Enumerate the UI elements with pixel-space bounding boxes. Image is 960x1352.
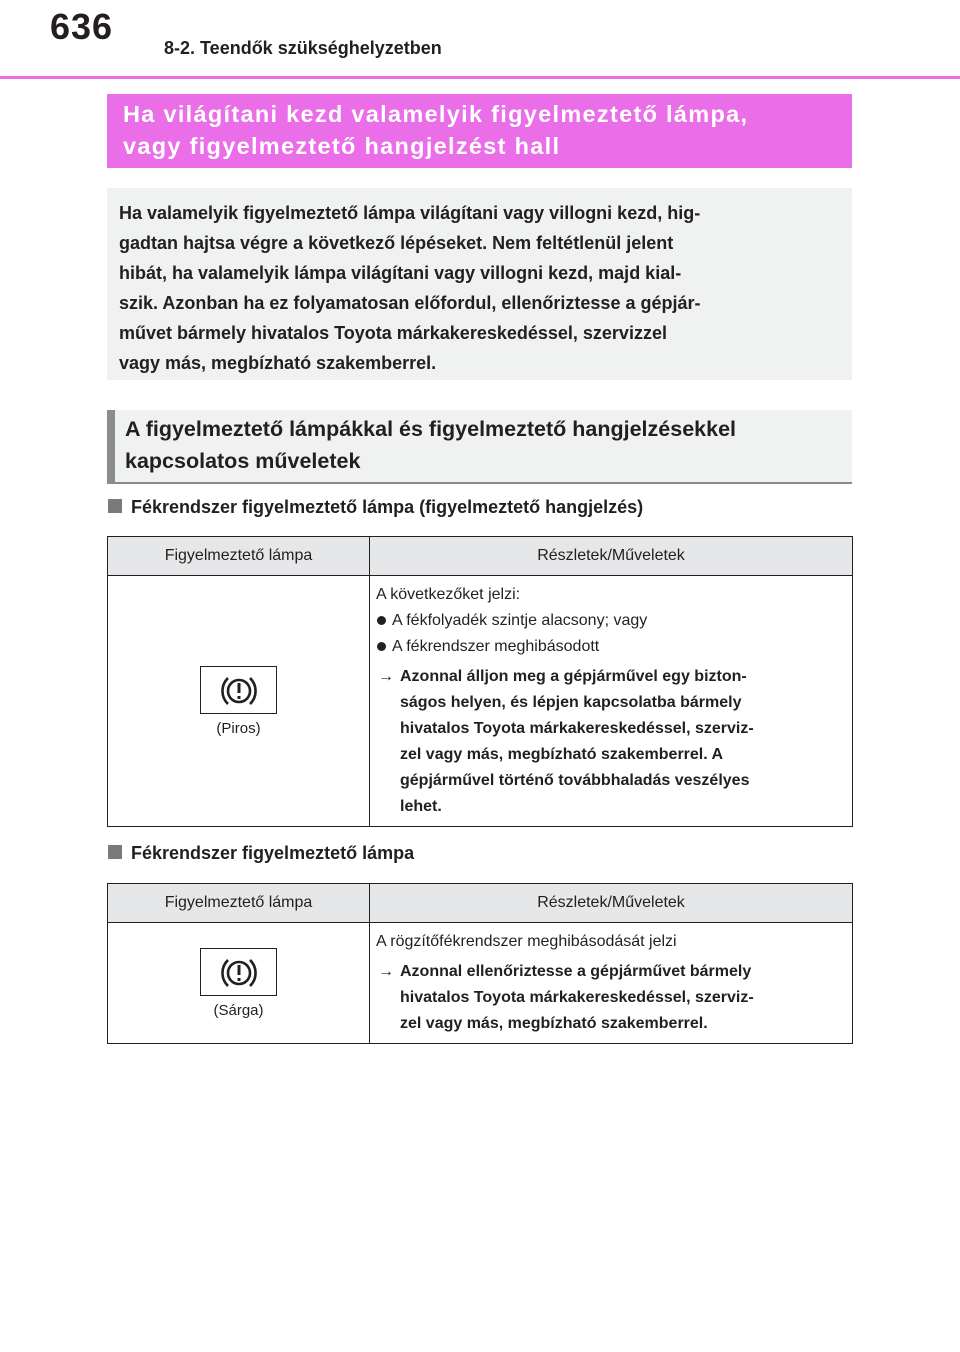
- lamp-cell: [108, 576, 370, 827]
- details-intro: A következőket jelzi:: [376, 586, 521, 603]
- warning-section-title: [108, 843, 414, 864]
- column-header-details: Részletek/Műveletek: [370, 884, 853, 923]
- intro-line: Ha valamelyik figyelmeztető lámpa világítani vagy villogni kezd, hig-: [119, 203, 701, 223]
- intro-line: gadtan hajtsa végre a következő lépéseket. Nem feltétlenül jelent: [119, 233, 674, 253]
- lamp-color-label: (Sárga): [213, 1001, 264, 1019]
- action-line: zel vagy más, megbízható szakemberrel. A: [400, 746, 724, 763]
- square-bullet-icon: [108, 845, 122, 859]
- action-line: hivatalos Toyota márkakereskedéssel, szerviz-: [400, 720, 754, 737]
- action-line: Azonnal ellenőriztesse a gépjárművet bármely: [400, 963, 752, 980]
- list-item-text: A fékfolyadék szintje alacsony; vagy: [392, 612, 648, 629]
- table-row: [108, 576, 853, 827]
- table-row: [108, 923, 853, 1044]
- list-item: [376, 608, 844, 634]
- warning-section-title-text: Fékrendszer figyelmeztető lámpa: [131, 843, 415, 863]
- banner-line: vagy figyelmeztető hangjelzést hall: [123, 133, 561, 159]
- brake-warning-icon: [200, 948, 277, 996]
- brake-warning-icon: [200, 666, 277, 714]
- section-banner: [107, 94, 852, 168]
- intro-line: művet bármely hivatalos Toyota márkakereskedéssel, szervizzel: [119, 323, 667, 343]
- header-divider: [0, 76, 960, 79]
- lamp-color-label: (Piros): [216, 719, 261, 737]
- page-number: 636: [50, 6, 114, 47]
- bullet-dot-icon: [377, 616, 386, 625]
- warning-table: [107, 883, 853, 1044]
- column-header-details: Részletek/Műveletek: [370, 537, 853, 576]
- action-line: hivatalos Toyota márkakereskedéssel, szerviz-: [400, 989, 754, 1006]
- bullet-dot-icon: [377, 642, 386, 651]
- table-header-row: [108, 884, 853, 923]
- table-header-row: [108, 537, 853, 576]
- intro-line: szik. Azonban ha ez folyamatosan előfordul, ellenőriztesse a gépjár-: [119, 293, 701, 313]
- intro-line: vagy más, megbízható szakemberrel.: [119, 353, 437, 373]
- banner-line: Ha világítani kezd valamelyik figyelmeztető lámpa,: [123, 101, 749, 127]
- action-line: lehet.: [400, 798, 442, 815]
- action-line: Azonnal álljon meg a gépjárművel egy bizton-: [400, 668, 747, 685]
- subsection-heading: [107, 410, 852, 484]
- details-intro: A rögzítőfékrendszer meghibásodását jelzi: [376, 933, 677, 950]
- action-line: gépjárművel történő továbbhaladás veszélyes: [400, 772, 750, 789]
- list-item-text: A fékrendszer meghibásodott: [392, 638, 600, 655]
- warning-section-title: [108, 497, 643, 518]
- arrow-right-icon: →: [378, 668, 394, 685]
- warning-table: [107, 536, 853, 827]
- column-header-lamp: Figyelmeztető lámpa: [108, 537, 370, 576]
- action-line: zel vagy más, megbízható szakemberrel.: [400, 1015, 708, 1032]
- square-bullet-icon: [108, 499, 122, 513]
- chapter-title: 8-2. Teendők szükséghelyzetben: [164, 38, 442, 58]
- action-instruction: [376, 959, 844, 1037]
- details-cell: [370, 923, 853, 1044]
- action-line: ságos helyen, és lépjen kapcsolatba bármely: [400, 694, 742, 711]
- intro-line: hibát, ha valamelyik lámpa világítani vagy villogni kezd, majd kial-: [119, 263, 682, 283]
- list-item: [376, 634, 844, 660]
- intro-panel: [107, 188, 852, 380]
- warning-section-title-text: Fékrendszer figyelmeztető lámpa (figyelmeztető hangjelzés): [131, 497, 644, 517]
- details-cell: [370, 576, 853, 827]
- arrow-right-icon: →: [378, 963, 394, 980]
- heading-line: A figyelmeztető lámpákkal és figyelmeztető hangjelzésekkel: [125, 417, 736, 441]
- action-instruction: [376, 664, 844, 820]
- lamp-cell: [108, 923, 370, 1044]
- column-header-lamp: Figyelmeztető lámpa: [108, 884, 370, 923]
- heading-line: kapcsolatos műveletek: [125, 449, 361, 473]
